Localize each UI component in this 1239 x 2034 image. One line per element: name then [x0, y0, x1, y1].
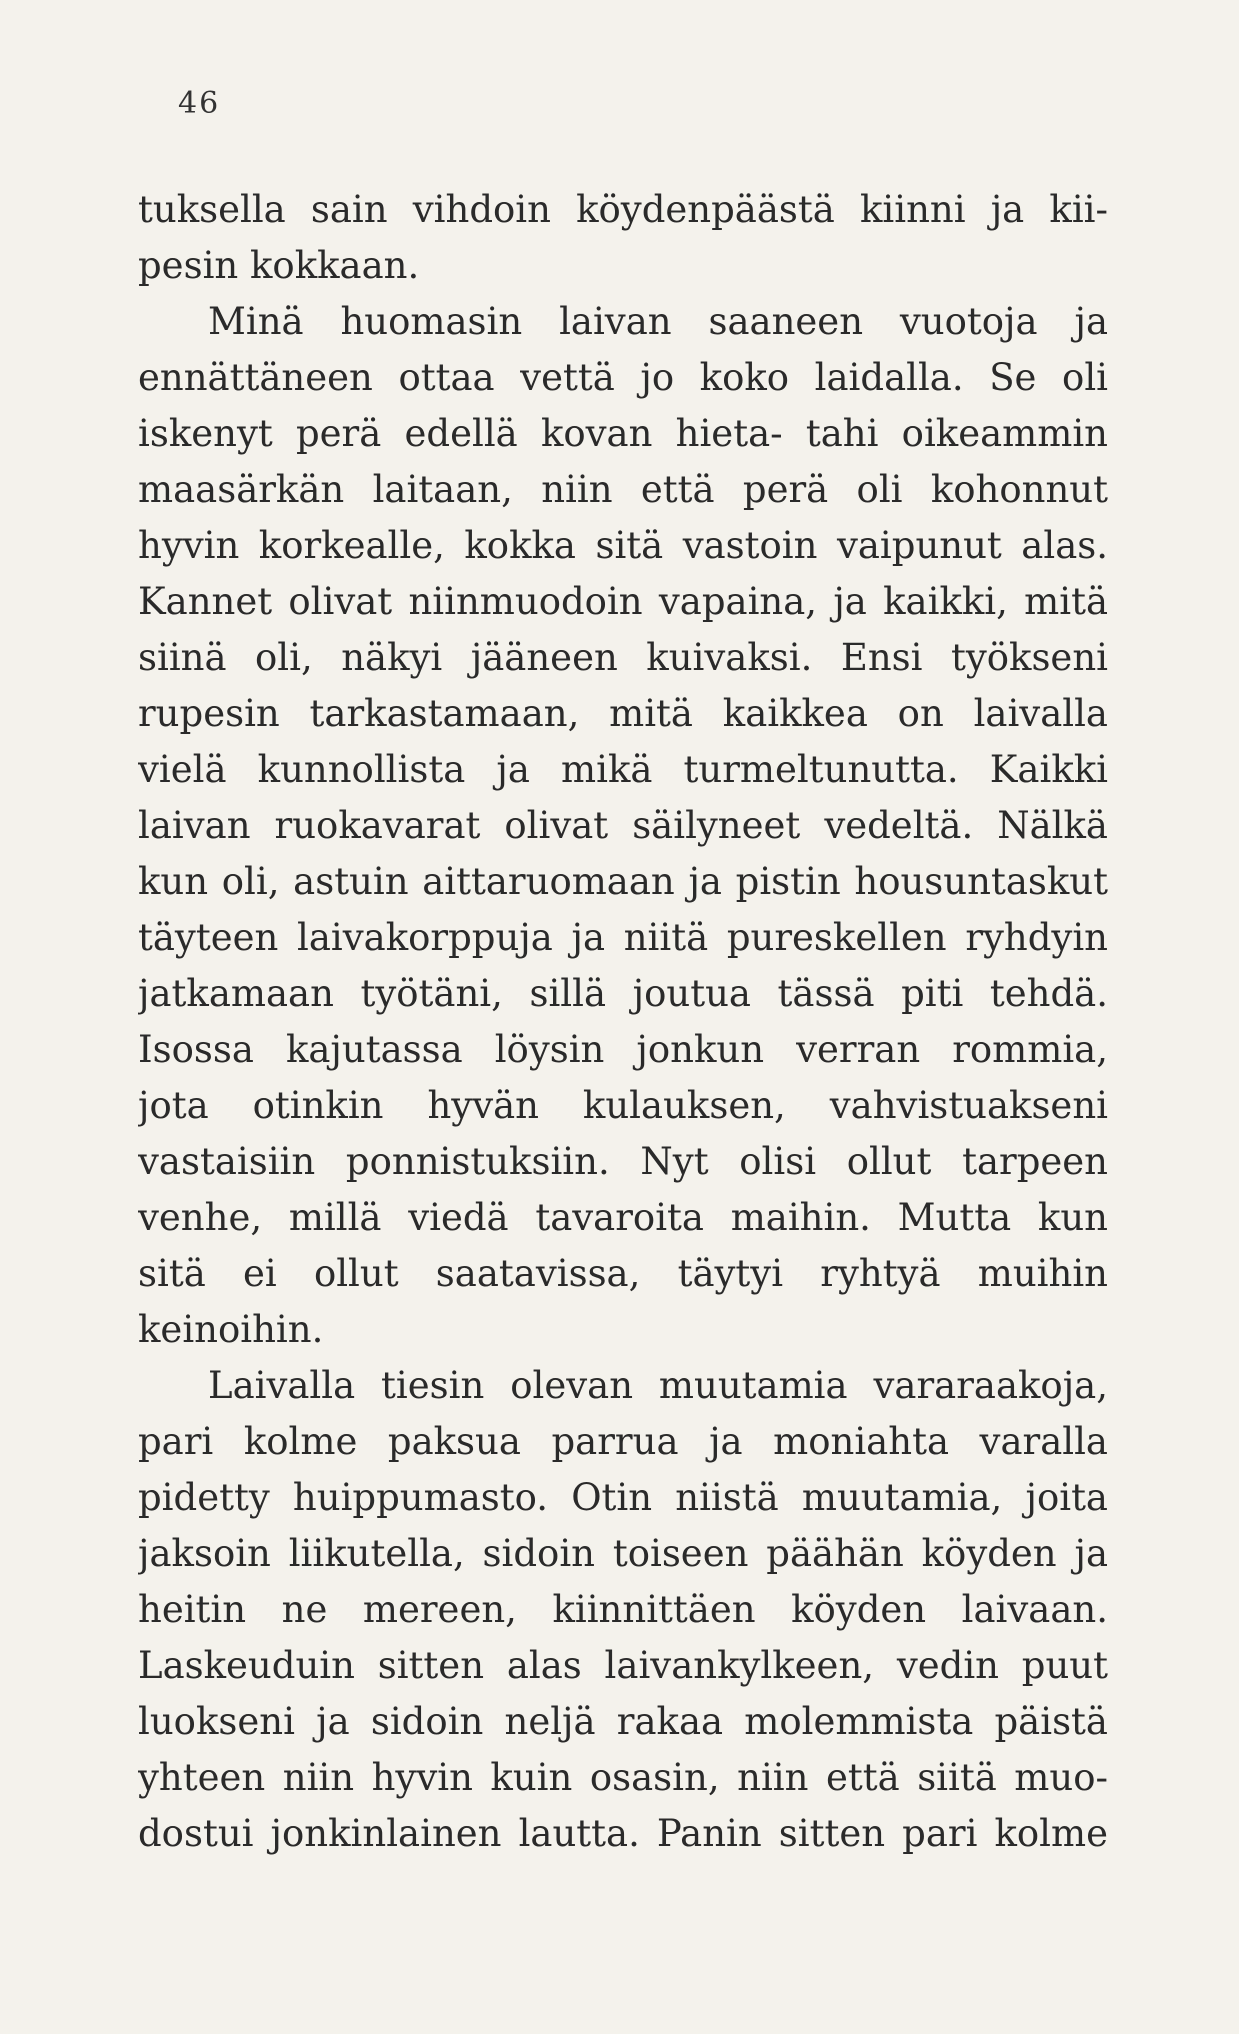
- text-line: luokseni ja sidoin neljä rakaa molemmista päistä: [138, 1700, 1108, 1743]
- text-line: heitin ne mereen, kiinnittäen köyden laivaan.: [138, 1588, 1108, 1631]
- text-line: hyvin korkealle, kokka sitä vastoin vaipunut alas.: [138, 524, 1108, 567]
- text-line: Kannet olivat niinmuodoin vapaina, ja kaikki, mitä: [138, 580, 1108, 623]
- text-line: yhteen niin hyvin kuin osasin, niin että siitä muo-: [138, 1756, 1108, 1799]
- text-line: pesin kokkaan.: [138, 244, 420, 287]
- text-line: sitä ei ollut saatavissa, täytyi ryhtyä muihin: [138, 1252, 1108, 1295]
- text-line: jaksoin liikutella, sidoin toiseen päähän köyden ja: [138, 1532, 1108, 1575]
- text-line: keinoihin.: [138, 1308, 324, 1351]
- text-line: ennättäneen ottaa vettä jo koko laidalla. Se oli: [138, 356, 1108, 399]
- text-line: iskenyt perä edellä kovan hieta- tahi oikeammin: [138, 412, 1108, 455]
- page-number: 46: [178, 86, 221, 121]
- text-line: Laivalla tiesin olevan muutamia vararaakoja,: [208, 1364, 1108, 1407]
- text-line: siinä oli, näkyi jääneen kuivaksi. Ensi työkseni: [138, 636, 1108, 679]
- text-line: Laskeuduin sitten alas laivankylkeen, vedin puut: [138, 1644, 1108, 1687]
- body-text: [138, 182, 1108, 1862]
- text-line: tuksella sain vihdoin köydenpäästä kiinni ja kii-: [138, 188, 1108, 231]
- text-line: rupesin tarkastamaan, mitä kaikkea on laivalla: [138, 692, 1108, 735]
- text-line: jota otinkin hyvän kulauksen, vahvistuakseni: [138, 1084, 1108, 1127]
- text-line: Minä huomasin laivan saaneen vuotoja ja: [208, 300, 1108, 343]
- text-line: jatkamaan työtäni, sillä joutua tässä piti tehdä.: [138, 972, 1108, 1015]
- text-line: venhe, millä viedä tavaroita maihin. Mutta kun: [138, 1196, 1108, 1239]
- text-line: vielä kunnollista ja mikä turmeltunutta. Kaikki: [138, 748, 1108, 791]
- text-line: kun oli, astuin aittaruomaan ja pistin housuntaskut: [138, 860, 1108, 903]
- text-line: vastaisiin ponnistuksiin. Nyt olisi ollut tarpeen: [138, 1140, 1108, 1183]
- text-line: dostui jonkinlainen lautta. Panin sitten pari kolme: [138, 1812, 1108, 1855]
- text-line: Isossa kajutassa löysin jonkun verran rommia,: [138, 1028, 1108, 1071]
- text-line: maasärkän laitaan, niin että perä oli kohonnut: [138, 468, 1108, 511]
- text-line: laivan ruokavarat olivat säilyneet vedeltä. Nälkä: [138, 804, 1108, 847]
- text-line: täyteen laivakorppuja ja niitä pureskellen ryhdyin: [138, 916, 1108, 959]
- text-line: pari kolme paksua parrua ja moniahta varalla: [138, 1420, 1108, 1463]
- text-line: pidetty huippumasto. Otin niistä muutamia, joita: [138, 1476, 1108, 1519]
